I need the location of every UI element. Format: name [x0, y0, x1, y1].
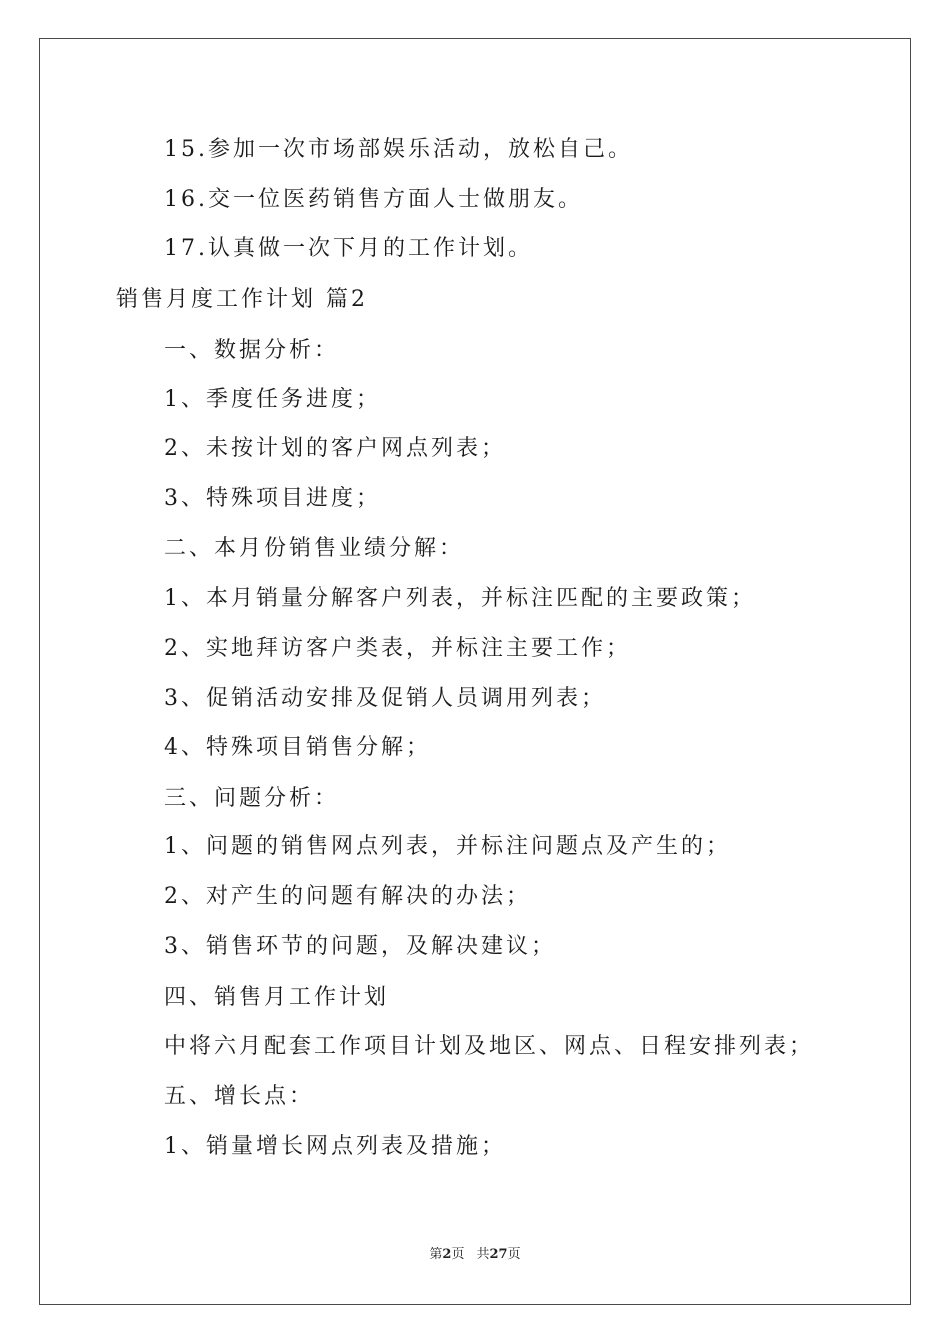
list-item: 3、促销活动安排及促销人员调用列表；: [164, 686, 606, 711]
list-item: 1、销量增长网点列表及措施；: [164, 1134, 506, 1159]
subsection-heading-3: 三、问题分析：: [164, 786, 340, 811]
page-suffix: 页: [451, 1247, 465, 1262]
page-border: [39, 38, 911, 1305]
subsection-heading-5: 五、增长点：: [164, 1084, 315, 1109]
list-item: 4、特殊项目销售分解；: [164, 735, 431, 760]
page-number: 2: [442, 1247, 452, 1262]
list-item: 3、销售环节的问题，及解决建议；: [164, 934, 556, 959]
list-item: 1、问题的销售网点列表，并标注问题点及产生的；: [164, 834, 731, 859]
list-item-17: 17.认真做一次下月的工作计划。: [164, 236, 533, 261]
page-footer: [0, 1246, 950, 1264]
total-suffix: 页: [507, 1247, 521, 1262]
list-item: 2、未按计划的客户网点列表；: [164, 436, 506, 461]
list-item: 3、特殊项目进度；: [164, 486, 381, 511]
list-item: 1、季度任务进度；: [164, 387, 381, 412]
list-item: 1、本月销量分解客户列表，并标注匹配的主要政策；: [164, 586, 756, 611]
subsection-heading-4: 四、销售月工作计划: [164, 985, 390, 1010]
subsection-heading-1: 一、数据分析：: [164, 338, 340, 363]
list-item: 2、实地拜访客户类表，并标注主要工作；: [164, 636, 631, 661]
section-heading: 销售月度工作计划 篇2: [116, 287, 368, 312]
page-prefix: 第: [429, 1247, 443, 1262]
list-item-16: 16.交一位医药销售方面人士做朋友。: [164, 187, 583, 212]
list-item-15: 15.参加一次市场部娱乐活动，放松自己。: [164, 137, 633, 162]
total-pages: 27: [489, 1247, 508, 1262]
subsection-heading-2: 二、本月份销售业绩分解：: [164, 536, 465, 561]
total-prefix: 共: [476, 1247, 490, 1262]
paragraph: 中将六月配套工作项目计划及地区、网点、日程安排列表；: [164, 1034, 815, 1059]
list-item: 2、对产生的问题有解决的办法；: [164, 884, 531, 909]
